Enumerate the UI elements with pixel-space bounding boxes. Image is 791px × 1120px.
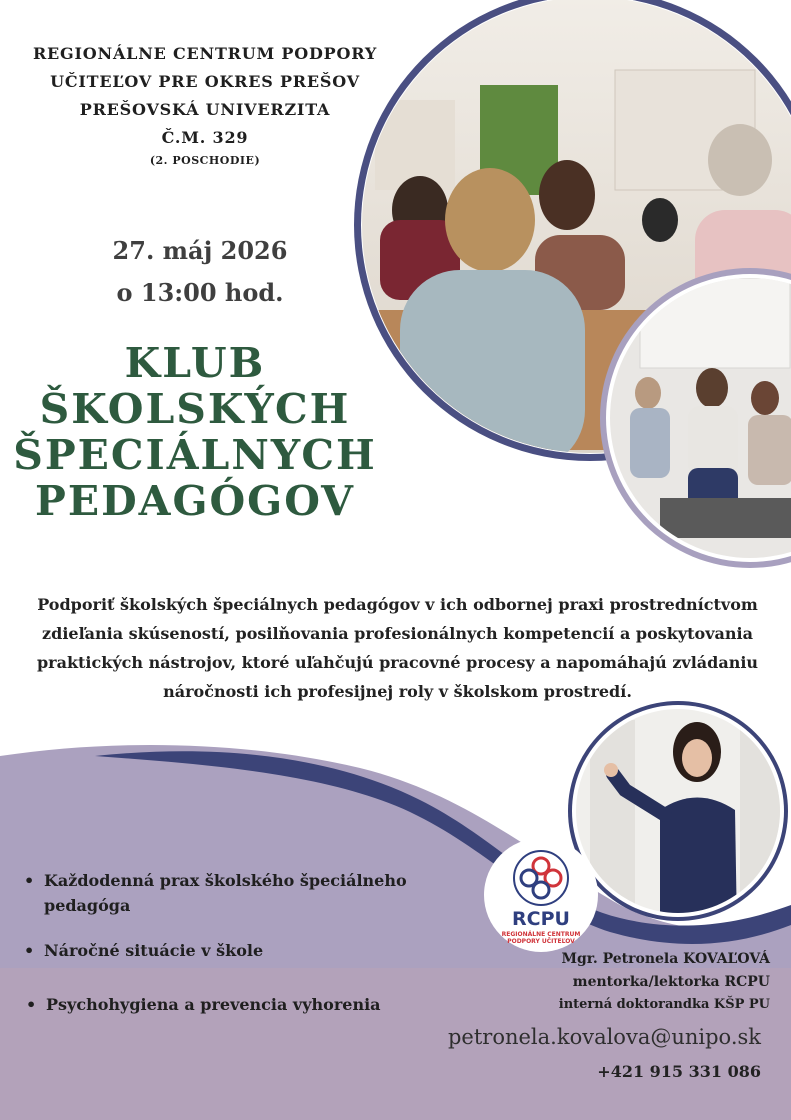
title-line: ŠKOLSKÝCH	[39, 385, 351, 433]
rcpu-logo	[484, 838, 598, 952]
topic-item	[22, 938, 263, 963]
description-line: náročnosti ich profesijnej roly v školskom prostredí.	[163, 682, 632, 701]
topic-item	[22, 868, 407, 918]
title-line: KLUB	[124, 339, 266, 387]
event-date: 27. máj 2026	[112, 236, 288, 265]
topic-item	[24, 992, 381, 1017]
event-time: o 13:00 hod.	[116, 278, 284, 307]
address-line: PREŠOVSKÁ UNIVERZITA	[79, 100, 331, 119]
bullet-icon: •	[24, 871, 35, 890]
title-line: ŠPECIÁLNYCH	[13, 431, 377, 479]
floor-note: (2. POSCHODIE)	[149, 154, 261, 167]
photo-lecture-audience	[600, 268, 791, 578]
address-line: UČITEĽOV PRE OKRES PREŠOV	[50, 72, 360, 91]
topic-text: pedagóga	[44, 896, 131, 915]
room-number: Č.M. 329	[161, 128, 249, 147]
photo-presenter	[565, 700, 791, 922]
topic-text: Každodenná prax školského špeciálneho	[44, 871, 407, 890]
presenter-phone[interactable]: +421 915 331 086	[597, 1062, 761, 1081]
event-datetime	[60, 230, 340, 314]
topic-text: Náročné situácie v škole	[44, 941, 264, 960]
description-line: Podporiť školských špeciálnych pedagógov v ich odbornej praxi prostredníctvom	[37, 595, 758, 614]
presenter-role: mentorka/lektorka RCPU	[572, 974, 770, 990]
logo-subtitle: REGIONÁLNE CENTRUM PODPORY UČITEĽOV	[501, 931, 581, 945]
description-line: praktických nástrojov, ktoré uľahčujú pracovné procesy a napomáhajú zvládaniu	[36, 653, 759, 672]
logo-name: RCPU	[512, 908, 570, 930]
bullet-icon: •	[24, 941, 35, 960]
address-line: REGIONÁLNE CENTRUM PODPORY	[32, 44, 378, 63]
event-title	[0, 340, 390, 524]
presenter-phd: interná doktorandka KŠP PU	[558, 997, 770, 1012]
topic-text: Psychohygiena a prevencia vyhorenia	[46, 995, 381, 1014]
address-block	[10, 40, 400, 170]
bullet-icon: •	[26, 995, 37, 1014]
presenter-email[interactable]: petronela.kovalova@unipo.sk	[447, 1025, 761, 1049]
presenter-name: Mgr. Petronela KOVAĽOVÁ	[561, 951, 770, 967]
rcpu-logo-icon	[511, 848, 571, 908]
description-line: zdieľania skúseností, posilňovania profesionálnych kompetencií a poskytovania	[42, 624, 753, 643]
event-description	[30, 590, 765, 706]
presenter-info	[470, 948, 770, 1016]
title-line: PEDAGÓGOV	[35, 477, 355, 525]
